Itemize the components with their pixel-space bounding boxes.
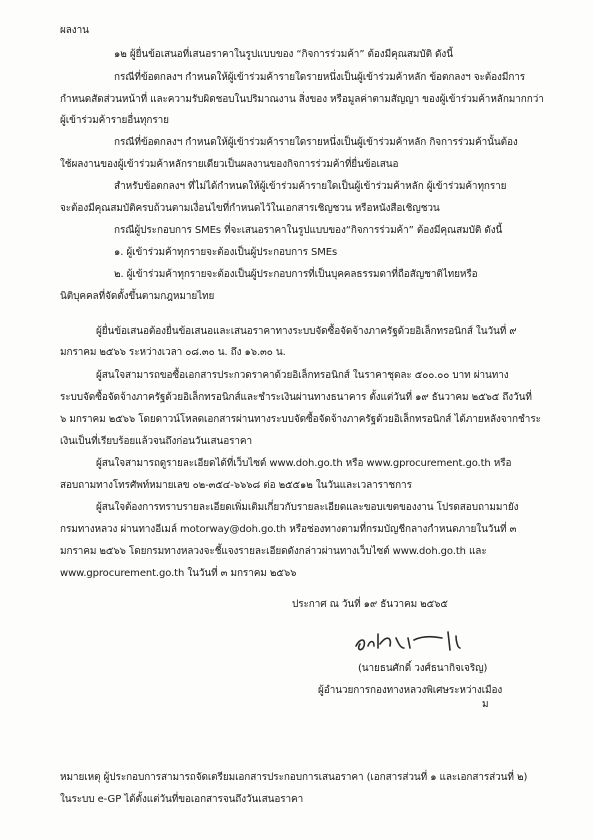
clause-12-item2-line2: นิติบุคคลที่จัดตั้งขึ้นตามกฎหมายไทย	[60, 291, 215, 302]
purchase-line2: ระบบจัดซื้อจัดจ้างภาครัฐด้วยอิเล็กทรอนิกส์และชำระเงินผ่านทางธนาคาร ตั้งแต่วันที่ ๑๙ ธันวาคม ๒๕๖๕ ถึงวันที่	[60, 392, 532, 403]
purchase-line3: ๖ มกราคม ๒๕๖๖ โดยดาวน์โหลดเอกสารผ่านทางระบบจัดซื้อจัดจ้างภาครัฐด้วยอิเล็กทรอนิกส์ ได้ภายหลังจากชำระ	[60, 414, 541, 425]
clause-12-p1-line2: กำหนดสัดส่วนหน้าที่ และความรับผิดชอบในปริมาณงาน สิ่งของ หรือมูลค่าตามสัญญา ของผู้เข้าร่วมค้าหลักมากกว่า	[60, 94, 544, 105]
announcement-date: ประกาศ ณ วันที่ ๑๙ ธันวาคม ๒๕๖๕	[292, 599, 448, 610]
note-line1: หมายเหตุ ผู้ประกอบการสามารถจัดเตรียมเอกสารประกอบการเสนอราคา (เอกสารส่วนที่ ๑ และเอกสารส่วนที่ ๒)	[60, 772, 528, 783]
header-word: ผลงาน	[60, 25, 89, 36]
purchase-line4: เงินเป็นที่เรียบร้อยแล้วจนถึงก่อนวันเสนอราคา	[60, 436, 252, 447]
submission-line2: มกราคม ๒๕๖๖ ระหว่างเวลา ๐๘.๓๐ น. ถึง ๑๖.๓๐ น.	[60, 347, 286, 358]
details-line1: ผู้สนใจสามารถดูรายละเอียดได้ที่เว็บไซต์ www.doh.go.th หรือ www.gprocurement.go.th หรือ	[96, 458, 512, 469]
initial-mark: ม	[482, 699, 489, 710]
clause-12-p1-line1: กรณีที่ข้อตกลงฯ กำหนดให้ผู้เข้าร่วมค้ารายใดรายหนึ่งเป็นผู้เข้าร่วมค้าหลัก ข้อตกลงฯ จะต้องมีการ	[114, 72, 526, 83]
clause-12-p2-line2: ใช้ผลงานของผู้เข้าร่วมค้าหลักรายเดียวเป็นผลงานของกิจการร่วมค้าที่ยื่นข้อเสนอ	[60, 159, 399, 170]
clause-12-item2-line1: ๒. ผู้เข้าร่วมค้าทุกรายจะต้องเป็นผู้ประกอบการที่เป็นบุคคลธรรมดาที่ถือสัญชาติไทยหรือ	[114, 269, 478, 280]
signer-name: (นายธนศักดิ์ วงศ์ธนากิจเจริญ)	[358, 663, 488, 674]
details-line2: สอบถามทางโทรศัพท์หมายเลข ๐๒-๓๕๔-๖๖๖๘ ต่อ ๒๕๕๑๒ ในวันและเวลาราชการ	[60, 480, 412, 491]
inquiry-line2: กรมทางหลวง ผ่านทางอีเมล์ motorway@doh.go.th หรือช่องทางตามที่กรมบัญชีกลางกำหนดภายในวันที่ ๓	[60, 524, 517, 535]
inquiry-line1: ผู้สนใจต้องการทราบรายละเอียดเพิ่มเติมเกี่ยวกับรายละเอียดและขอบเขตของงาน โปรดสอบถามมายัง	[96, 502, 519, 513]
inquiry-line3: มกราคม ๒๕๖๖ โดยกรมทางหลวงจะชี้แจงรายละเอียดดังกล่าวผ่านทางเว็บไซต์ www.doh.go.th และ	[60, 546, 487, 557]
clause-12-p2-line1: กรณีที่ข้อตกลงฯ กำหนดให้ผู้เข้าร่วมค้ารายใดรายหนึ่งเป็นผู้เข้าร่วมค้าหลัก กิจการร่วมค้านั้นต้อง	[114, 137, 518, 148]
clause-12-heading: ๑๒ ผู้ยื่นข้อเสนอที่เสนอราคาในรูปแบบของ “กิจการร่วมค้า” ต้องมีคุณสมบัติ ดังนี้	[114, 49, 453, 60]
clause-12-p3-line2: จะต้องมีคุณสมบัติครบถ้วนตามเงื่อนไขที่กำหนดไว้ในเอกสารเชิญชวน หรือหนังสือเชิญชวน	[60, 203, 440, 214]
inquiry-line4: www.gprocurement.go.th ในวันที่ ๓ มกราคม ๒๕๖๖	[60, 568, 297, 579]
purchase-line1: ผู้สนใจสามารถขอซื้อเอกสารประกวดราคาด้วยอิเล็กทรอนิกส์ ในราคาชุดละ ๕๐๐.๐๐ บาท ผ่านทาง	[96, 370, 509, 381]
note-line2: ในระบบ e-GP ได้ตั้งแต่วันที่ขอเอกสารจนถึงวันเสนอราคา	[60, 794, 304, 805]
signer-title: ผู้อำนวยการกองทางหลวงพิเศษระหว่างเมือง	[318, 685, 503, 696]
handwritten-signature	[352, 626, 492, 654]
submission-line1: ผู้ยื่นข้อเสนอต้องยื่นข้อเสนอและเสนอราคาทางระบบจัดซื้อจัดจ้างภาครัฐด้วยอิเล็กทรอนิกส์ ในวันที่ ๙	[96, 326, 517, 337]
clause-12-p1-line3: ผู้เข้าร่วมค้ารายอื่นทุกราย	[60, 115, 169, 126]
clause-12-item1: ๑. ผู้เข้าร่วมค้าทุกรายจะต้องเป็นผู้ประกอบการ SMEs	[114, 247, 338, 258]
clause-12-p3-line1: สำหรับข้อตกลงฯ ที่ไม่ได้กำหนดให้ผู้เข้าร่วมค้ารายใดเป็นผู้เข้าร่วมค้าหลัก ผู้เข้าร่วมค้าทุกราย	[114, 181, 507, 192]
clause-12-p4: กรณีผู้ประกอบการ SMEs ที่จะเสนอราคาในรูปแบบของ“กิจการร่วมค้า” ต้องมีคุณสมบัติ ดังนี้	[114, 225, 503, 236]
